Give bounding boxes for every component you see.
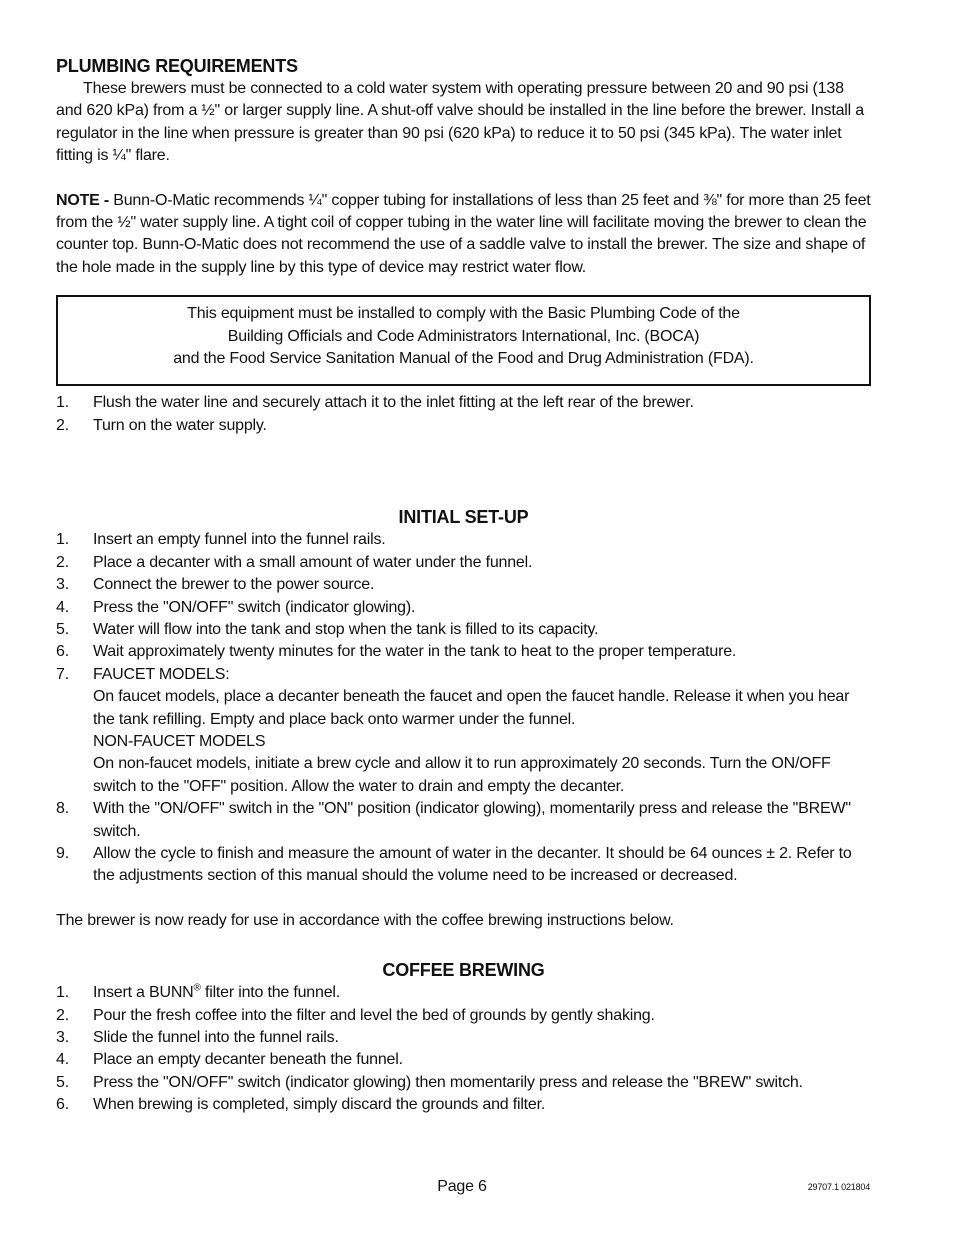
step-text: Slide the funnel into the funnel rails. <box>93 1029 339 1046</box>
step-number: 3. <box>56 576 69 594</box>
step-number: 8. <box>56 800 69 818</box>
step-number: 9. <box>56 844 69 862</box>
step-text <box>93 982 871 1004</box>
step-text: Connect the brewer to the power source. <box>93 576 375 594</box>
step-number: 2. <box>56 1006 69 1024</box>
plumbing-note <box>56 190 871 280</box>
box-line: This equipment must be installed to comply with the Basic Plumbing Code of the <box>187 305 740 323</box>
setup-closing: The brewer is now ready for use in accordance with the coffee brewing instructions below. <box>56 911 674 929</box>
step-text: Pour the fresh coffee into the filter and level the bed of grounds by gently shaking. <box>93 1006 655 1024</box>
step-number: 6. <box>56 643 69 661</box>
step-text: Place an empty decanter beneath the funnel. <box>93 1051 403 1069</box>
step-number: 2. <box>56 553 69 571</box>
step-number: 2. <box>56 416 69 434</box>
brewing-heading: COFFEE BREWING <box>382 960 545 981</box>
list-item <box>56 798 871 843</box>
step-text: Press the "ON/OFF" switch (indicator glowing). <box>93 598 416 616</box>
document-code: 29707.1 021804 <box>807 1182 870 1192</box>
registered-mark: ® <box>193 982 201 994</box>
code-compliance-box <box>56 295 871 386</box>
list-item <box>56 982 871 1004</box>
list-item <box>56 1027 871 1049</box>
plumbing-paragraph: These brewers must be connected to a cold water system with operating pressure between 20 and 90 psi (138 and 620 kPa) from a ½" or larger supply line. A shut-off valve should be installed in the line before the brewer. Install a regulator in the line when pressure is greater than 90 psi (620 kPa) to reduce it to 50 psi (345 kPa). The water inlet fitting is ¼" flare. <box>56 80 864 165</box>
list-item <box>56 664 871 798</box>
list-item <box>56 1094 871 1116</box>
box-line: and the Food Service Sanitation Manual of the Food and Drug Administration (FDA). <box>173 350 754 368</box>
step-text: Turn on the water supply. <box>93 416 267 434</box>
list-item <box>56 415 871 437</box>
list-item <box>56 619 871 641</box>
step-number: 4. <box>56 1051 69 1069</box>
list-item <box>56 843 871 888</box>
step-number: 1. <box>56 531 69 549</box>
step-number: 5. <box>56 1073 69 1091</box>
step-text: Place a decanter with a small amount of water under the funnel. <box>93 553 533 571</box>
step1-text-after: filter into the funnel. <box>200 984 341 1002</box>
list-item <box>56 1049 871 1071</box>
brewing-steps <box>56 982 871 1116</box>
step-number: 3. <box>56 1029 69 1046</box>
setup-steps <box>56 529 871 888</box>
step-number: 1. <box>56 394 69 412</box>
step-text <box>93 664 871 798</box>
page-number: Page 6 <box>437 1178 487 1195</box>
list-item <box>56 641 871 663</box>
box-line: Building Officials and Code Administrators International, Inc. (BOCA) <box>227 327 700 345</box>
list-item <box>56 529 871 551</box>
step-text: Wait approximately twenty minutes for the water in the tank to heat to the proper temperature. <box>93 643 737 661</box>
step1-text-before: Insert a BUNN <box>93 984 194 1002</box>
step-number: 1. <box>56 984 69 1002</box>
step-number: 4. <box>56 598 69 616</box>
step-text: When brewing is completed, simply discard the grounds and filter. <box>93 1096 546 1114</box>
step-text: Press the "ON/OFF" switch (indicator glowing) then momentarily press and release the "BREW" switch. <box>93 1073 803 1091</box>
list-item <box>56 574 871 596</box>
note-label: NOTE - <box>56 191 114 209</box>
list-item <box>56 552 871 574</box>
faucet-instructions: On faucet models, place a decanter beneath the faucet and open the faucet handle. Release it when you hear the tank refilling. Empty and place back onto warmer under the funnel. <box>93 688 850 728</box>
plumbing-heading: PLUMBING REQUIREMENTS <box>56 56 298 76</box>
list-item <box>56 1072 871 1094</box>
list-item <box>56 1005 871 1027</box>
setup-heading: INITIAL SET-UP <box>398 507 529 528</box>
faucet-models-label: FAUCET MODELS: <box>93 665 230 683</box>
step-text: With the "ON/OFF" switch in the "ON" position (indicator glowing), momentarily press and release the "BREW" switch. <box>93 800 851 840</box>
page-content <box>56 54 871 1117</box>
step-text: Insert an empty funnel into the funnel rails. <box>93 531 386 549</box>
plumbing-steps <box>56 392 871 437</box>
step-text: Water will flow into the tank and stop when the tank is filled to its capacity. <box>93 620 599 638</box>
note-text: Bunn-O-Matic recommends ¼" copper tubing for installations of less than 25 feet and ⅜" for more than 25 feet from the ½" water supply line. A tight coil of copper tubing in the water line will facilitate moving the brewer to clean the counter top. Bunn-O-Matic does not recommend the use of a saddle valve to install the brewer. The size and shape of the hole made in the supply line by this type of device may restrict water flow. <box>56 191 871 276</box>
list-item <box>56 392 871 414</box>
step-number: 5. <box>56 620 69 638</box>
step-text: Allow the cycle to finish and measure the amount of water in the decanter. It should be 64 ounces ± 2. Refer to the adjustments section of this manual should the volume need to be increased or decreased. <box>93 844 852 885</box>
step-number: 7. <box>56 665 69 683</box>
list-item <box>56 597 871 619</box>
step-text: Flush the water line and securely attach it to the inlet fitting at the left rear of the brewer. <box>93 394 694 412</box>
non-faucet-instructions: On non-faucet models, initiate a brew cycle and allow it to run approximately 20 seconds. Turn the ON/OFF switch to the "OFF" position. Allow the water to drain and empty the decanter. <box>93 755 831 795</box>
step-number: 6. <box>56 1096 69 1114</box>
non-faucet-models-label: NON-FAUCET MODELS <box>93 732 266 750</box>
